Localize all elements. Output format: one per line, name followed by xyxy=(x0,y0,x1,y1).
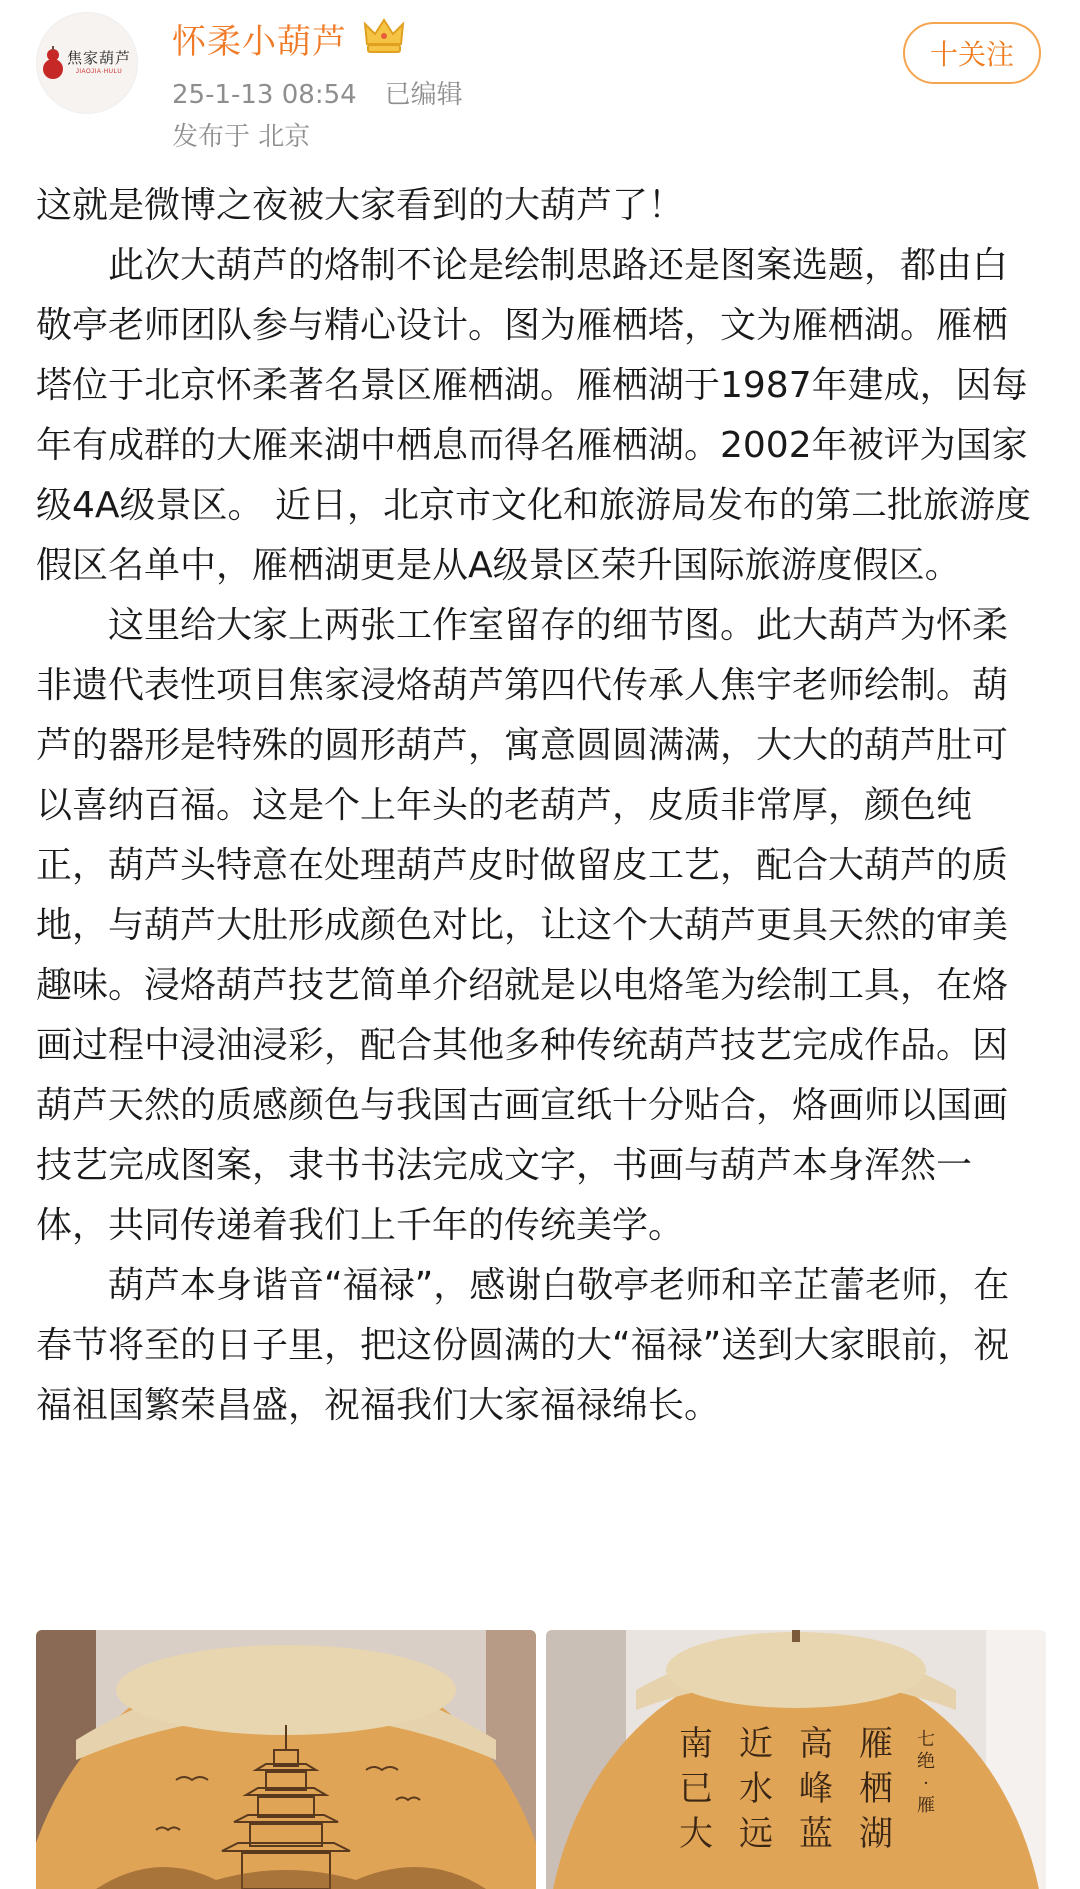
username[interactable]: 怀柔小葫芦 xyxy=(172,22,347,62)
calligraphy-col-2-char-3: 蓝 xyxy=(799,1814,833,1854)
post-image-pagoda[interactable] xyxy=(36,1630,536,1889)
avatar-brand-text: 焦家葫芦 xyxy=(66,49,131,67)
avatar-brand xyxy=(67,51,131,75)
calligraphy-col-4-char-2: 已 xyxy=(679,1769,713,1809)
calligraphy-col-3-char-3: 远 xyxy=(739,1814,773,1854)
calligraphy-note-char-2: 绝 xyxy=(917,1751,935,1772)
post-location: 发布于 北京 xyxy=(172,122,311,152)
post-paragraph-3: 这里给大家上两张工作室留存的细节图。此大葫芦为怀柔非遗代表性项目焦家浸烙葫芦第四代传承人焦宇老师绘制。葫芦的器形是特殊的圆形葫芦，寓意圆圆满满，大大的葫芦肚可以喜纳百福。这是个上年头的老葫芦，皮质非常厚，颜色纯正，葫芦头特意在处理葫芦皮时做留皮工艺，配合大葫芦的质地，与葫芦大肚形成颜色对比，让这个大葫芦更具天然的审美趣味。浸烙葫芦技艺简单介绍就是以电烙笔为绘制工具，在烙画过程中浸油浸彩，配合其他多种传统葫芦技艺完成作品。因葫芦天然的质感颜色与我国古画宣纸十分贴合，烙画师以国画技艺完成图案，隶书书法完成文字，书画与葫芦本身浑然一体，共同传递着我们上千年的传统美学。 xyxy=(36,605,1009,1246)
calligraphy-note-char-1: 七 xyxy=(917,1729,935,1750)
calligraphy-col-3-char-2: 水 xyxy=(739,1769,773,1809)
avatar-brand-subtext: JIAOJIA·HULU xyxy=(75,69,123,75)
avatar[interactable] xyxy=(36,12,138,114)
calligraphy-col-4-char-3: 大 xyxy=(679,1814,713,1854)
calligraphy-col-1-char-3: 湖 xyxy=(859,1814,893,1854)
calligraphy-col-4-char-1: 南 xyxy=(679,1724,713,1764)
post-timestamp: 25-1-13 08:54 xyxy=(172,80,357,110)
post-paragraph-4: 葫芦本身谐音“福禄”，感谢白敬亭老师和辛芷蕾老师，在春节将至的日子里，把这份圆满的大“福禄”送到大家眼前，祝福祖国繁荣昌盛，祝福我们大家福禄绵长。 xyxy=(36,1265,1010,1426)
calligraphy-col-1-char-2: 栖 xyxy=(859,1769,893,1809)
crown-badge-icon[interactable] xyxy=(362,16,406,56)
edited-label: 已编辑 xyxy=(384,80,463,110)
gourd-calligraphy-illustration xyxy=(546,1630,1046,1889)
post-paragraph-1: 这就是微博之夜被大家看到的大葫芦了！ xyxy=(36,185,685,226)
gourd-logo-icon xyxy=(43,46,63,80)
post-body xyxy=(36,176,1040,1436)
post-meta xyxy=(172,74,463,111)
follow-button[interactable]: 十关注 xyxy=(903,22,1041,84)
calligraphy-col-1-char-1: 雁 xyxy=(859,1724,893,1764)
gourd-pagoda-illustration xyxy=(36,1630,536,1889)
calligraphy-col-2-char-1: 高 xyxy=(799,1724,833,1764)
post-paragraph-2: 此次大葫芦的烙制不论是绘制思路还是图案选题，都由白敬亭老师团队参与精心设计。图为雁栖塔，文为雁栖湖。雁栖塔位于北京怀柔著名景区雁栖湖。雁栖湖于1987年建成，因每年有成群的大雁来湖中栖息而得名雁栖湖。2002年被评为国家级4A级景区。 近日，北京市文化和旅游局发布的第二批旅游度假区名单中，雁栖湖更是从A级景区荣升国际旅游度假区。 xyxy=(36,245,1031,586)
calligraphy-note-char-4: 雁 xyxy=(917,1795,935,1816)
calligraphy-col-3-char-1: 近 xyxy=(739,1724,773,1764)
calligraphy-col-2-char-2: 峰 xyxy=(799,1769,833,1809)
calligraphy-note-char-3: · xyxy=(923,1773,929,1794)
post-image-calligraphy[interactable] xyxy=(546,1630,1046,1889)
